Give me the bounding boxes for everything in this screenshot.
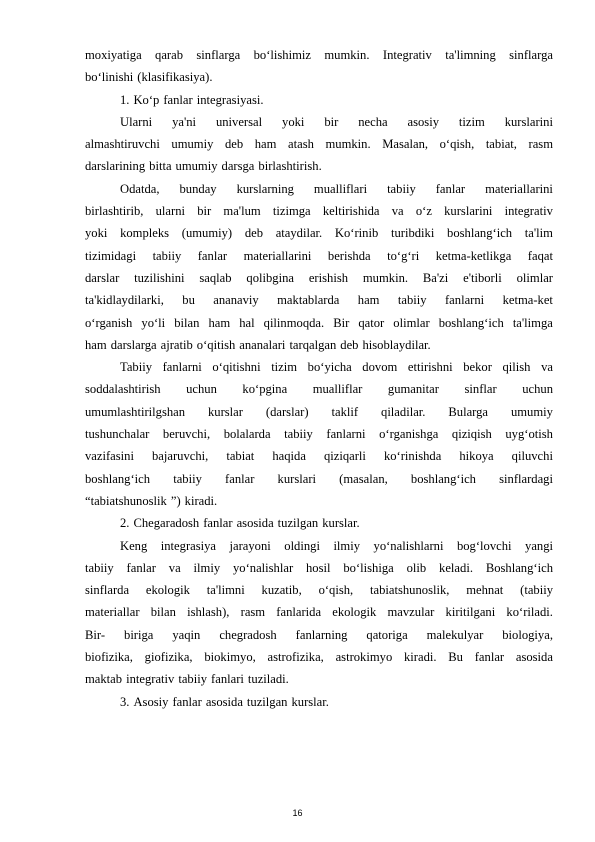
word: tarqalgan (289, 337, 337, 352)
word: universal (215, 114, 263, 129)
word: Bularga (448, 404, 489, 419)
word: ham (208, 315, 231, 330)
word: bitta (149, 159, 172, 174)
word: tabiiy (284, 427, 313, 442)
word: qiluvchi (511, 449, 553, 464)
word: uchun (186, 382, 217, 397)
word: sinflarga (509, 48, 553, 62)
word: Bu (448, 650, 463, 665)
text-line (85, 378, 553, 400)
word: kurslar (207, 404, 243, 419)
word: tushunchalar (85, 427, 150, 442)
word: ettirishni (407, 360, 453, 375)
word: kuzatib, (261, 583, 302, 598)
word: ekologik (332, 605, 377, 620)
word: o‘z (415, 204, 432, 219)
word: e'tiborli (463, 270, 502, 285)
word: almashtiruvchi (85, 137, 160, 152)
word: birlashtirish. (258, 159, 322, 174)
text-line (85, 490, 553, 512)
word: fanlar (172, 694, 202, 709)
word: bilan (174, 315, 200, 330)
word: ham (85, 337, 107, 352)
word: birlashtirib, (85, 204, 144, 219)
word: tuzilgan (246, 694, 288, 709)
text-line (85, 646, 553, 668)
word: kompleks (120, 226, 170, 241)
word: umumiy (510, 404, 553, 419)
text-line (85, 668, 553, 690)
word: tabiiy (178, 672, 208, 687)
word: deb (340, 337, 359, 352)
word: ananalari (239, 337, 286, 352)
word: tizimidagi (85, 248, 137, 263)
word: malekulyar (426, 627, 484, 642)
word: asosida (236, 516, 274, 531)
text-line (85, 334, 553, 356)
word: boshlang‘ich (447, 226, 513, 241)
word: Integrativ (382, 48, 432, 62)
text-line (85, 222, 553, 244)
word: darsga (221, 159, 255, 174)
word: biokimyo, (204, 650, 256, 665)
word: bir (324, 114, 339, 129)
word: ham (357, 293, 380, 308)
word: moxiyatiga (85, 48, 142, 62)
word: qilinmoqda. (263, 315, 325, 330)
word: taklif (331, 404, 359, 419)
word: giofizika, (144, 650, 193, 665)
word: yo‘li (141, 315, 166, 330)
word: Chegaradosh (133, 516, 200, 531)
word: olimlar (516, 270, 553, 285)
word: mehnat (466, 583, 504, 598)
word: 1. (120, 92, 130, 107)
text-line (85, 44, 553, 66)
word: darslarining (85, 159, 146, 174)
text-line (85, 111, 553, 133)
word: o‘rganish (85, 315, 133, 330)
word: mualliflar (312, 382, 363, 397)
word: fanlar (126, 560, 156, 575)
word: hal (239, 315, 255, 330)
word: ananaviy (213, 293, 259, 308)
word: qator (358, 315, 385, 330)
text-line (85, 468, 553, 490)
word: boshlang‘ich (438, 315, 504, 330)
word: kiritilgani (445, 605, 496, 620)
word: tabiatshunoslik, (370, 583, 450, 598)
word: integrativ (126, 672, 175, 687)
word: qolibgina (246, 270, 294, 285)
word: ekologik (145, 583, 190, 598)
word: saqlab (199, 270, 232, 285)
text-line (85, 579, 553, 601)
word: boshlang‘ich (410, 471, 476, 486)
word: va (168, 560, 181, 575)
word: ketma-ket (502, 293, 553, 308)
word: boshlang‘ich (85, 471, 151, 486)
text-line (85, 401, 553, 423)
word: bo‘lishimiz (253, 48, 311, 62)
word: integrativ (504, 204, 553, 219)
word: sinflarga (196, 48, 241, 62)
word: (darslar) (265, 404, 309, 419)
word: necha (358, 114, 388, 129)
text-line (85, 133, 553, 155)
word: turibdiki (390, 226, 435, 241)
word: mavzular (387, 605, 435, 620)
word: o‘qish, (439, 137, 475, 152)
word: asosida (515, 650, 553, 665)
word: 2. (120, 516, 130, 531)
text-line (85, 512, 553, 534)
word: ko‘riladi. (506, 605, 553, 620)
word: tabiiy (152, 248, 182, 263)
text-line (85, 200, 553, 222)
word: o‘qitishni (212, 360, 261, 375)
word: ketma-ketlikga (435, 248, 512, 263)
word: tabiat (226, 449, 255, 464)
word: (masalan, (339, 471, 388, 486)
word: materiallar (85, 605, 140, 620)
word: sinflarda (85, 583, 130, 598)
word: uchun (522, 382, 553, 397)
text-line (85, 356, 553, 378)
word: vazifasini (85, 449, 134, 464)
word: bir (197, 204, 212, 219)
word: fanlar (197, 248, 228, 263)
text-line (85, 66, 553, 88)
word: tabiiy (387, 181, 416, 196)
word: tizim (271, 360, 298, 375)
word: deb (224, 137, 244, 152)
word: faqat (527, 248, 553, 263)
text-line (85, 535, 553, 557)
word: ta'limga (512, 315, 553, 330)
word: fanlarning (295, 627, 348, 642)
word: qilish (502, 360, 531, 375)
text-line (85, 557, 553, 579)
word: kurslar. (322, 516, 360, 531)
word: (klasifikasiya). (137, 70, 213, 85)
word: erishish (308, 270, 349, 285)
text-line (85, 289, 553, 311)
word: tuzilishini (134, 270, 185, 285)
word: mumkin. (362, 270, 409, 285)
word: Bir (333, 315, 350, 330)
word: maktablarda (277, 293, 340, 308)
word: Odatda, (120, 181, 160, 196)
word: tabiiy (173, 471, 202, 486)
body-text (85, 44, 553, 713)
word: Boshlang‘ich (485, 560, 553, 575)
word: 3. (120, 694, 130, 709)
word: yoki (85, 226, 108, 241)
word: tabiiy (397, 293, 427, 308)
word: beruvchi, (162, 427, 211, 442)
word: qiladilar. (381, 404, 426, 419)
word: uyg‘otish (505, 427, 553, 442)
word: va (541, 360, 553, 375)
word: chegradosh (219, 627, 277, 642)
word: tizim (458, 114, 485, 129)
word: kiradi. (184, 493, 218, 508)
word: astrofizika, (267, 650, 324, 665)
word: biofizika, (85, 650, 133, 665)
word: kurslarini (444, 204, 493, 219)
word: o‘qitish (196, 337, 236, 352)
word: qiziqarli (323, 449, 366, 464)
text-line (85, 624, 553, 646)
word: tabiat, (485, 137, 517, 152)
word: ya'ni (172, 114, 197, 129)
word: va (391, 204, 404, 219)
word: mualliflari (313, 181, 368, 196)
word: bajaruvchi, (152, 449, 209, 464)
word: ilmiy (333, 538, 361, 553)
word: kiradi. (404, 650, 437, 665)
word: qarab (155, 48, 184, 62)
word: ko‘pgina (242, 382, 288, 397)
word: ta'limni (206, 583, 245, 598)
word: bo‘yicha (307, 360, 352, 375)
word: sinflar (464, 382, 497, 397)
word: o‘rganishga (379, 427, 439, 442)
word: hisoblaydilar. (362, 337, 431, 352)
text-line (85, 267, 553, 289)
word: gumanitar (387, 382, 439, 397)
word: tuziladi. (247, 672, 289, 687)
word: sinflardagi (499, 471, 553, 486)
word: tizimga (272, 204, 311, 219)
text-line (85, 423, 553, 445)
word: oldingi (284, 538, 320, 553)
word: kurslarini (504, 114, 553, 129)
word: yo‘nalishlarni (373, 538, 444, 553)
text-line (85, 312, 553, 334)
word: umumlashtirilgshan (85, 404, 186, 419)
word: ”) (170, 493, 181, 508)
word: umumiy (175, 159, 218, 174)
word: bunday (179, 181, 217, 196)
word: mumkin. (324, 48, 370, 62)
word: fanlari (211, 672, 244, 687)
word: ilmiy (193, 560, 221, 575)
word: yo‘nalishlar (232, 560, 294, 575)
word: Asosiy (133, 694, 169, 709)
word: bekor (463, 360, 492, 375)
word: maktab (85, 672, 123, 687)
word: deb (244, 226, 263, 241)
text-line (85, 601, 553, 623)
word: fanlarni (162, 360, 202, 375)
word: (tabiiy (520, 583, 553, 598)
word: haqida (272, 449, 306, 464)
word: Masalan, (382, 137, 429, 152)
word: bolalarda (223, 427, 271, 442)
word: fanlar (203, 516, 233, 531)
word: fanlar (163, 92, 193, 107)
word: fanlar (474, 650, 505, 665)
word: o‘qish, (318, 583, 354, 598)
word: to‘g‘ri (387, 248, 420, 263)
text-line (85, 89, 553, 111)
word: bo‘lishiga (343, 560, 394, 575)
word: “tabiatshunoslik (85, 493, 167, 508)
word: berishda (327, 248, 371, 263)
word: tabiiy (85, 560, 114, 575)
word: darslar (85, 270, 120, 285)
word: atash (288, 137, 314, 152)
text-line (85, 155, 553, 177)
word: materiallarini (243, 248, 312, 263)
word: Ba'zi (422, 270, 449, 285)
word: fanlar (435, 181, 466, 196)
word: kurslarning (236, 181, 294, 196)
word: bilan (150, 605, 176, 620)
word: rasm (240, 605, 266, 620)
word: fanlar (225, 471, 255, 486)
word: Ko‘rinib (334, 226, 379, 241)
word: astrokimyo (335, 650, 393, 665)
word: ham (254, 137, 277, 152)
word: hosil (306, 560, 331, 575)
word: integrasiyasi. (196, 92, 264, 107)
word: asosida (205, 694, 243, 709)
word: biologiya, (502, 627, 553, 642)
word: ataydilar. (275, 226, 323, 241)
word: yangi (525, 538, 553, 553)
word: bog‘lovchi (456, 538, 512, 553)
word: hikoya (459, 449, 494, 464)
word: ko‘rinishda (383, 449, 442, 464)
word: umumiy (171, 137, 214, 152)
word: mumkin. (325, 137, 371, 152)
text-line (85, 445, 553, 467)
word: qatoriga (366, 627, 408, 642)
word: Ko‘p (133, 92, 160, 107)
word: ishlash), (187, 605, 230, 620)
word: ta'lim (524, 226, 553, 241)
word: keltirishida (322, 204, 380, 219)
word: fanlarni (444, 293, 485, 308)
word: integrasiya (160, 538, 217, 553)
word: olimlar (393, 315, 430, 330)
text-line (85, 691, 553, 713)
word: fanlarida (276, 605, 322, 620)
word: bo‘linishi (85, 70, 134, 85)
word: Keng (120, 538, 148, 553)
text-line (85, 178, 553, 200)
word: jarayoni (229, 538, 271, 553)
word: rasm (528, 137, 553, 152)
word: darslarga (110, 337, 157, 352)
word: kurslari (277, 471, 317, 486)
word: soddalashtirish (85, 382, 161, 397)
word: olib (406, 560, 427, 575)
word: kurslar. (291, 694, 329, 709)
word: yaqin (172, 627, 201, 642)
word: bu (182, 293, 195, 308)
word: tuzilgan (277, 516, 319, 531)
word: ta'limning (445, 48, 496, 62)
word: ma'lum (223, 204, 261, 219)
word: dovom (362, 360, 398, 375)
word: yoki (282, 114, 305, 129)
word: materiallarini (485, 181, 553, 196)
word: Tabiiy (120, 360, 152, 375)
word: ta'kidlaydilarki, (85, 293, 164, 308)
word: ularni (155, 204, 186, 219)
word: biriga (124, 627, 154, 642)
word: keladi. (439, 560, 473, 575)
word: Ularni (120, 114, 153, 129)
word: Bir- (85, 627, 106, 642)
page-number: 16 (292, 808, 303, 818)
word: (umumiy) (181, 226, 233, 241)
word: asosiy (407, 114, 439, 129)
word: qiziqish (451, 427, 492, 442)
word: ajratib (160, 337, 193, 352)
word: fanlarni (326, 427, 366, 442)
text-line (85, 245, 553, 267)
